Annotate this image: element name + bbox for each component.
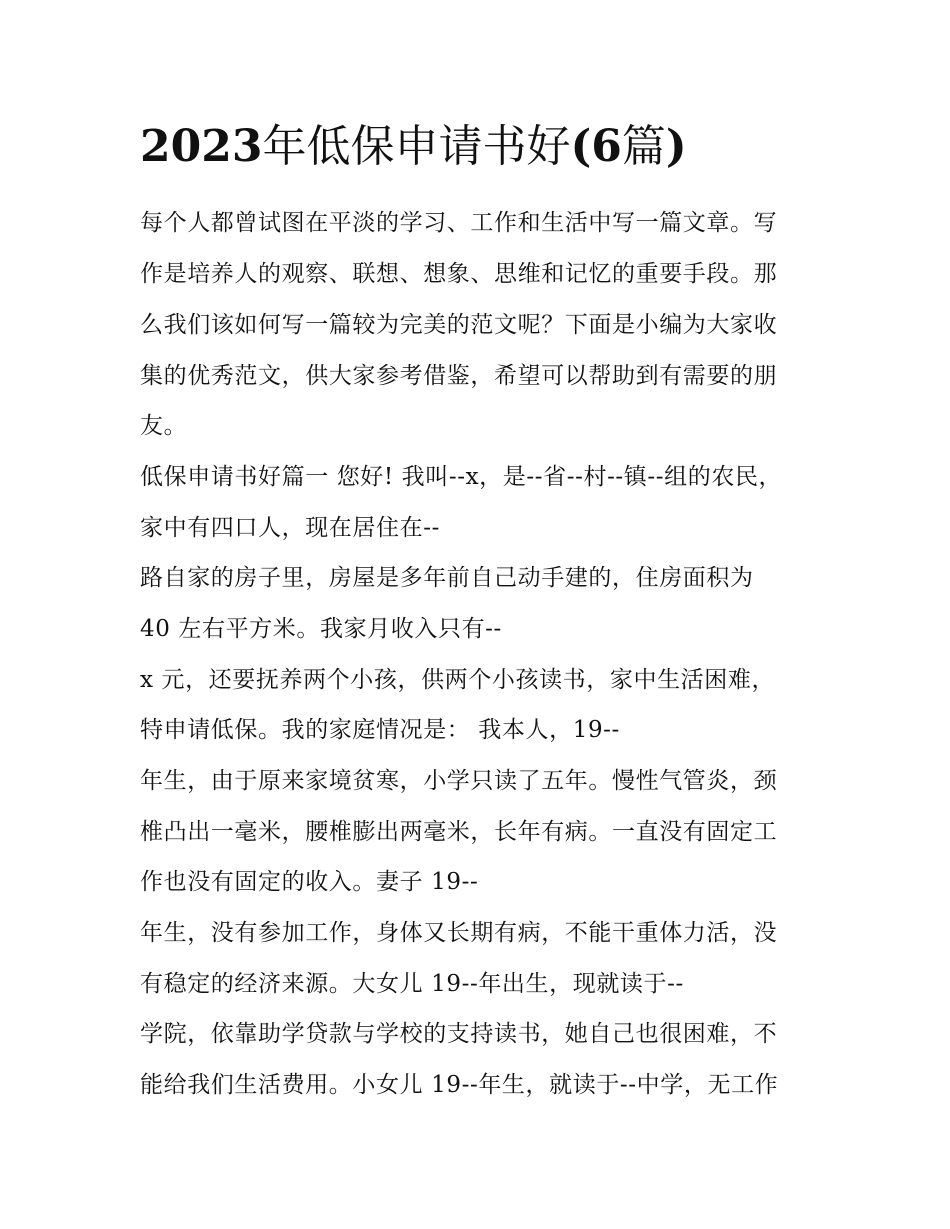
- title-text: 年低保申请书好: [262, 121, 571, 172]
- body-line: 40 左右平方米。我家月收入只有--: [140, 616, 502, 642]
- body-line: 作是培养人的观察、联想、想象、思维和记忆的重要手段。那: [140, 261, 778, 287]
- body-line: 友。: [140, 413, 188, 439]
- body-line: 特申请低保。我的家庭情况是： 我本人，19--: [140, 717, 620, 743]
- body-line: 有稳定的经济来源。大女儿 19--年出生，现就读于--: [140, 971, 684, 997]
- body-line: 每个人都曾试图在平淡的学习、工作和生活中写一篇文章。写: [140, 210, 778, 236]
- body-line: 椎凸出一毫米，腰椎膨出两毫米，长年有病。一直没有固定工: [140, 819, 778, 845]
- body-line: 路自家的房子里，房屋是多年前自己动手建的，住房面积为: [140, 565, 754, 591]
- body-line: 学院，依靠助学贷款与学校的支持读书，她自己也很困难，不: [140, 1021, 778, 1047]
- body-line: 家中有四口人，现在居住在--: [140, 515, 440, 541]
- title-year: 2023: [140, 121, 263, 172]
- body-line: 能给我们生活费用。小女儿 19--年生，就读于--中学，无工作: [140, 1072, 779, 1098]
- body-line: x 元，还要抚养两个小孩，供两个小孩读书，家中生活困难，: [140, 667, 776, 693]
- body-line: 年生，由于原来家境贫寒，小学只读了五年。慢性气管炎，颈: [140, 768, 778, 794]
- document-title: [140, 112, 687, 182]
- title-count: (6: [570, 121, 622, 172]
- title-unit: 篇: [621, 121, 666, 172]
- body-line: 低保申请书好篇一 您好! 我叫--x，是--省--村--镇--组的农民，: [140, 464, 783, 490]
- body-line: 集的优秀范文，供大家参考借鉴，希望可以帮助到有需要的朋: [140, 363, 778, 389]
- title-close: ): [665, 121, 687, 172]
- body-line: 年生，没有参加工作，身体又长期有病，不能干重体力活，没: [140, 920, 778, 946]
- body-line: 么我们该如何写一篇较为完美的范文呢？下面是小编为大家收: [140, 312, 778, 338]
- body-line: 作也没有固定的收入。妻子 19--: [140, 869, 479, 895]
